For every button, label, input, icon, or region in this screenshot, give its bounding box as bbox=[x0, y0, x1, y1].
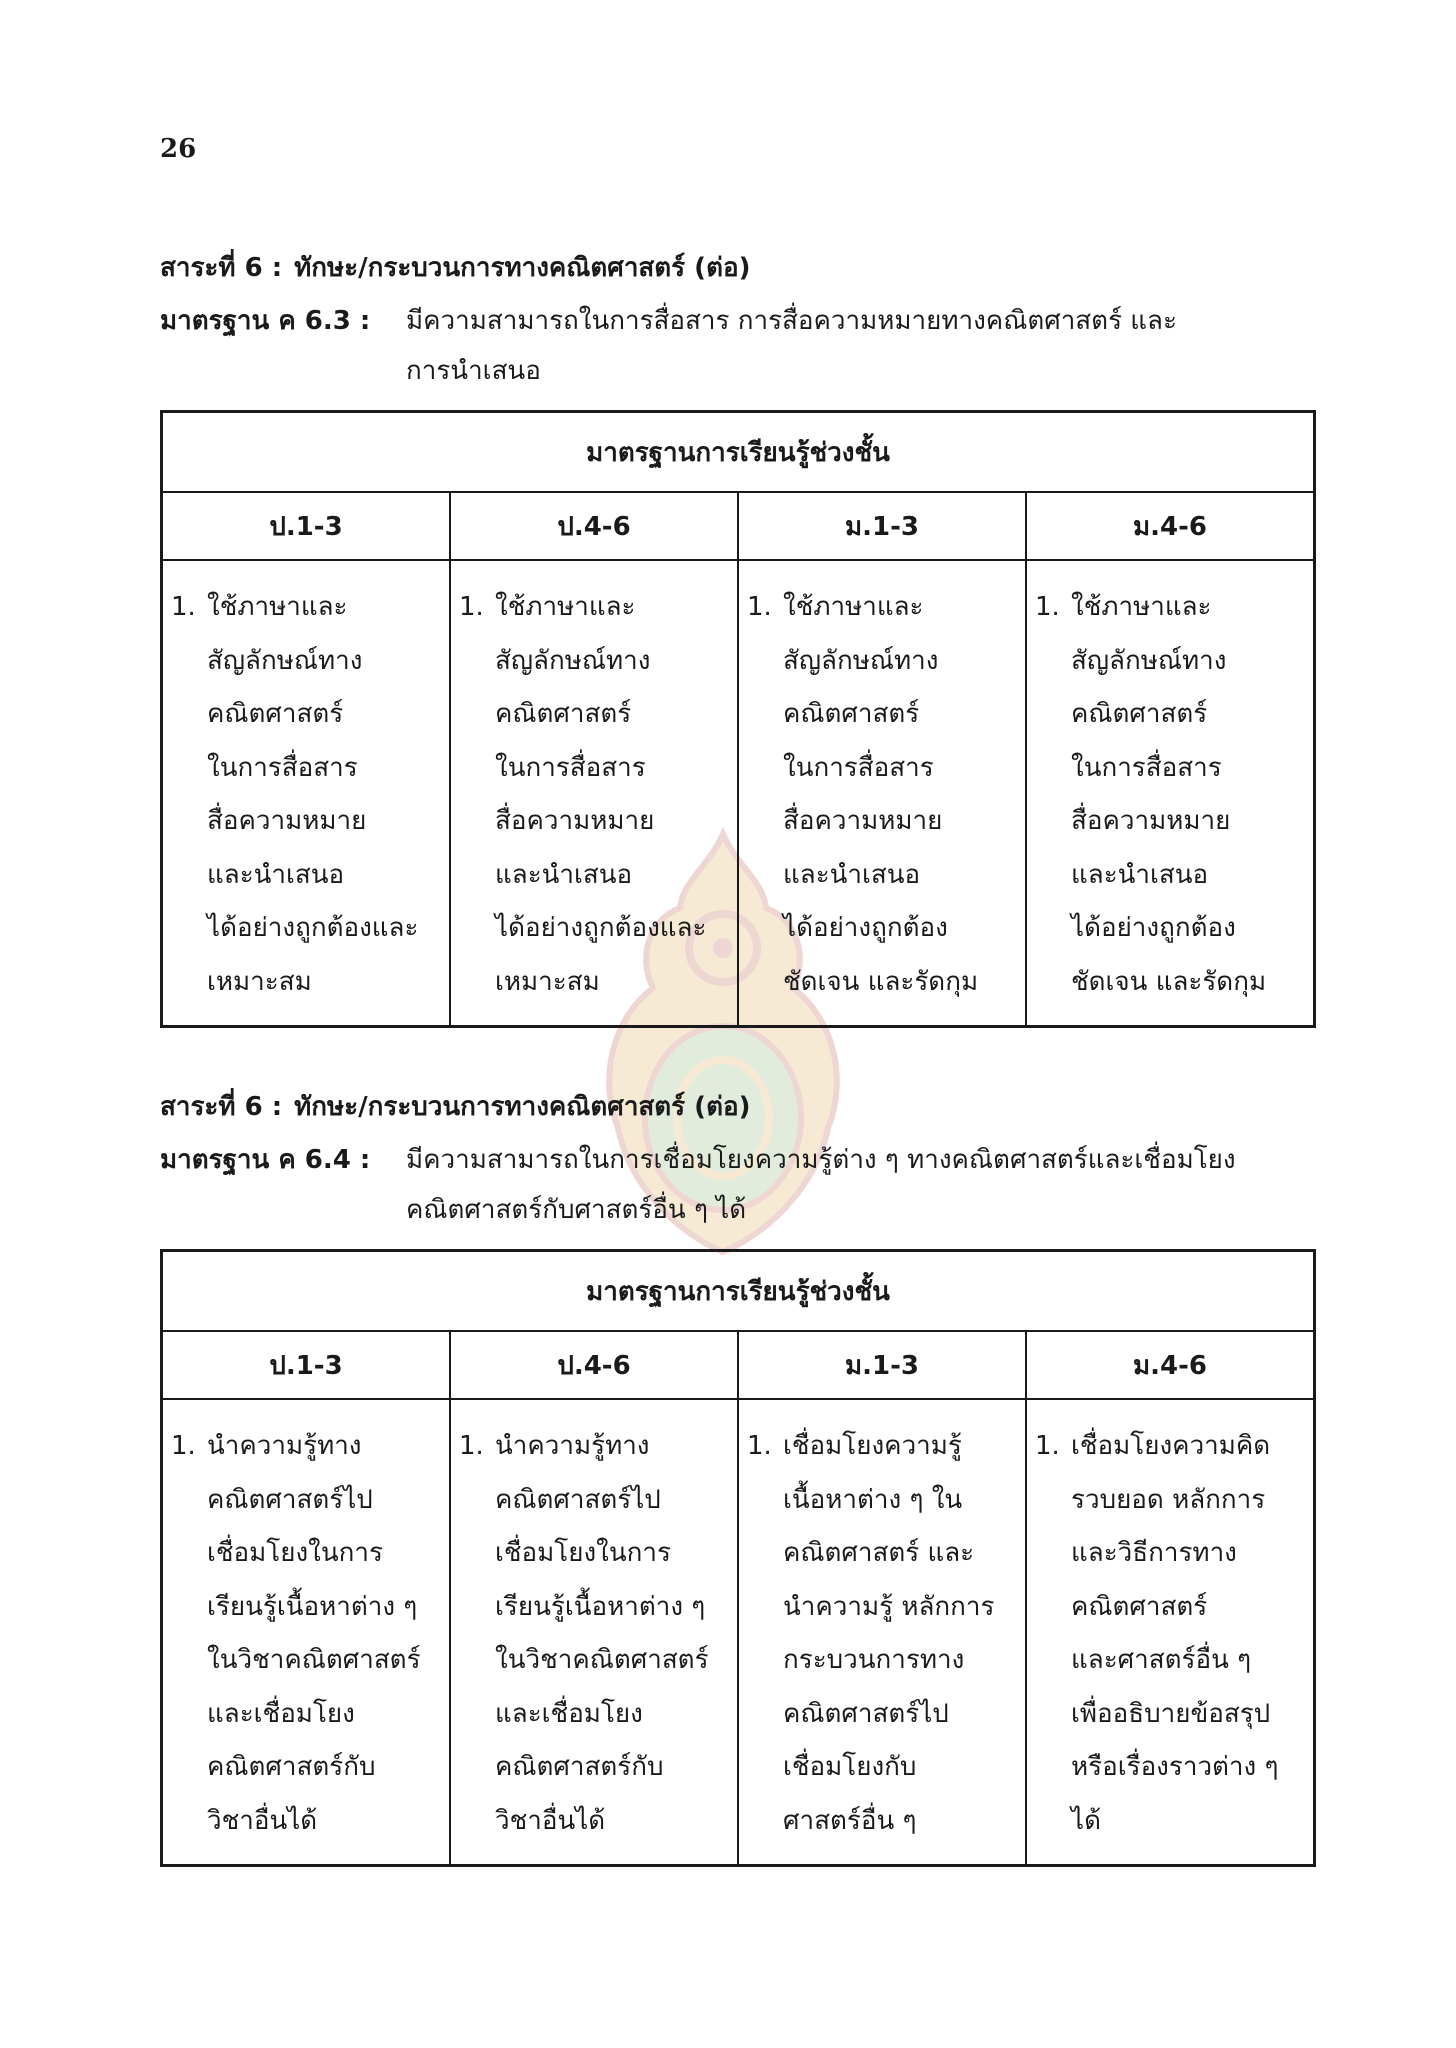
strand-heading bbox=[160, 1085, 1316, 1129]
cell-line: ได้อย่างถูกต้องและ bbox=[495, 913, 707, 943]
cell-lines bbox=[1071, 1420, 1307, 1848]
item-number: 1. bbox=[171, 592, 196, 622]
table-cell bbox=[1025, 561, 1313, 1025]
item-number: 1. bbox=[747, 1431, 772, 1461]
standard-text-line: คณิตศาสตร์กับศาสตร์อื่น ๆ ได้ bbox=[406, 1195, 747, 1225]
cell-line: ได้อย่างถูกต้อง bbox=[783, 913, 948, 943]
cell-line: รวบยอด หลักการ bbox=[1071, 1484, 1266, 1515]
cell-line: คณิตศาสตร์กับ bbox=[207, 1752, 376, 1782]
cell-line: ในการสื่อสาร bbox=[1071, 752, 1222, 783]
cell-line: เชื่อมโยงกับ bbox=[783, 1752, 917, 1782]
cell-line: คณิตศาสตร์ และ bbox=[783, 1538, 975, 1568]
cell-line: ในการสื่อสาร bbox=[207, 752, 358, 783]
cell-line: คณิตศาสตร์ bbox=[783, 699, 920, 729]
cell-lines bbox=[207, 581, 443, 1009]
cell-line: ชัดเจน และรัดกุม bbox=[1071, 966, 1267, 997]
cell-line: และนำเสนอ bbox=[1071, 859, 1209, 890]
cell-line: หรือเรื่องราวต่าง ๆ bbox=[1071, 1752, 1279, 1782]
strand-title: ทักษะ/กระบวนการทางคณิตศาสตร์ (ต่อ) bbox=[294, 253, 751, 283]
grade-header: ม.4-6 bbox=[1025, 493, 1313, 559]
cell-line: เชื่อมโยงความคิด bbox=[1071, 1431, 1271, 1461]
cell-lines bbox=[207, 1420, 443, 1848]
cell-line: นำความรู้ทาง bbox=[495, 1431, 650, 1461]
standard-statement bbox=[160, 1135, 1316, 1235]
cell-line: ในวิชาคณิตศาสตร์ bbox=[207, 1645, 421, 1675]
cell-line: เรียนรู้เนื้อหาต่าง ๆ bbox=[495, 1591, 706, 1622]
learning-standards-table bbox=[160, 1249, 1316, 1867]
cell-line: และศาสตร์อื่น ๆ bbox=[1071, 1645, 1252, 1675]
standard-section-6-3 bbox=[160, 246, 1316, 1028]
cell-line: เพื่ออธิบายข้อสรุป bbox=[1071, 1698, 1271, 1729]
cell-line: ใช้ภาษาและ bbox=[783, 592, 924, 622]
grade-header: ป.1-3 bbox=[269, 511, 343, 542]
cell-line: กระบวนการทาง bbox=[783, 1645, 965, 1675]
page-number: 26 bbox=[160, 134, 197, 164]
standard-text-line: มีความสามารถในการสื่อสาร การสื่อความหมายทางคณิตศาสตร์ และ bbox=[406, 306, 1177, 336]
grade-header-row bbox=[163, 1332, 1313, 1400]
item-number: 1. bbox=[1035, 1431, 1060, 1461]
item-number: 1. bbox=[459, 592, 484, 622]
standard-text-line: มีความสามารถในการเชื่อมโยงความรู้ต่าง ๆ ทางคณิตศาสตร์และเชื่อมโยง bbox=[406, 1145, 1236, 1175]
cell-line: สื่อความหมาย bbox=[783, 806, 943, 836]
cell-line: สัญลักษณ์ทาง bbox=[1071, 645, 1227, 676]
cell-line: เชื่อมโยงความรู้ bbox=[783, 1431, 962, 1461]
table-cell bbox=[449, 1400, 737, 1864]
cell-line: ได้อย่างถูกต้องและ bbox=[207, 913, 419, 943]
cell-line: ในการสื่อสาร bbox=[783, 752, 934, 783]
cell-line: และเชื่อมโยง bbox=[207, 1698, 355, 1729]
cell-line: ใช้ภาษาและ bbox=[207, 592, 348, 622]
cell-line: คณิตศาสตร์กับ bbox=[495, 1752, 664, 1782]
table-header: มาตรฐานการเรียนรู้ช่วงชั้น bbox=[163, 413, 1313, 493]
table-row bbox=[163, 561, 1313, 1025]
cell-line: วิชาอื่นได้ bbox=[495, 1805, 606, 1836]
cell-lines bbox=[1071, 581, 1307, 1009]
cell-lines bbox=[783, 581, 1019, 1009]
learning-standards-table bbox=[160, 410, 1316, 1028]
cell-line: ในการสื่อสาร bbox=[495, 752, 646, 783]
cell-line: คณิตศาสตร์ bbox=[495, 699, 632, 729]
standard-text-line: การนำเสนอ bbox=[406, 356, 541, 386]
grade-header: ป.4-6 bbox=[449, 1332, 737, 1398]
cell-line: ใช้ภาษาและ bbox=[1071, 592, 1212, 622]
cell-line: เนื้อหาต่าง ๆ ใน bbox=[783, 1484, 963, 1515]
table-cell bbox=[737, 1400, 1025, 1864]
standard-label: มาตรฐาน ค 6.4 : bbox=[160, 1145, 371, 1175]
table-cell bbox=[163, 1400, 449, 1864]
cell-line: สัญลักษณ์ทาง bbox=[495, 645, 651, 676]
strand-label: สาระที่ 6 : bbox=[160, 253, 283, 283]
cell-line: ใช้ภาษาและ bbox=[495, 592, 636, 622]
cell-line: เชื่อมโยงในการ bbox=[495, 1538, 671, 1568]
cell-lines bbox=[495, 1420, 731, 1848]
cell-line: สื่อความหมาย bbox=[495, 806, 655, 836]
standard-text bbox=[406, 296, 1316, 396]
cell-line: ชัดเจน และรัดกุม bbox=[783, 966, 979, 997]
cell-line: คณิตศาสตร์ bbox=[1071, 1591, 1208, 1622]
table-cell bbox=[163, 561, 449, 1025]
item-number: 1. bbox=[747, 592, 772, 622]
cell-line: เหมาะสม bbox=[207, 966, 312, 997]
cell-line: วิชาอื่นได้ bbox=[207, 1805, 318, 1836]
standard-text bbox=[406, 1135, 1316, 1235]
cell-line: เหมาะสม bbox=[495, 966, 600, 997]
cell-line: ในวิชาคณิตศาสตร์ bbox=[495, 1645, 709, 1675]
cell-line: ได้อย่างถูกต้อง bbox=[1071, 913, 1236, 943]
table-row bbox=[163, 1400, 1313, 1864]
item-number: 1. bbox=[171, 1431, 196, 1461]
strand-title: ทักษะ/กระบวนการทางคณิตศาสตร์ (ต่อ) bbox=[294, 1092, 751, 1122]
cell-line: สื่อความหมาย bbox=[207, 806, 367, 836]
cell-line: ศาสตร์อื่น ๆ bbox=[783, 1805, 917, 1836]
table-cell bbox=[737, 561, 1025, 1025]
item-number: 1. bbox=[459, 1431, 484, 1461]
grade-header: ป.1-3 bbox=[269, 1350, 343, 1381]
cell-line: สัญลักษณ์ทาง bbox=[207, 645, 363, 676]
cell-line: และวิธีการทาง bbox=[1071, 1538, 1237, 1568]
cell-line: สัญลักษณ์ทาง bbox=[783, 645, 939, 676]
cell-line: และเชื่อมโยง bbox=[495, 1698, 643, 1729]
table-cell bbox=[1025, 1400, 1313, 1864]
grade-header-row bbox=[163, 493, 1313, 561]
cell-line: และนำเสนอ bbox=[783, 859, 921, 890]
grade-header: ป.4-6 bbox=[449, 493, 737, 559]
cell-line: เชื่อมโยงในการ bbox=[207, 1538, 383, 1568]
cell-line: นำความรู้ หลักการ bbox=[783, 1591, 995, 1622]
cell-line: คณิตศาสตร์ไป bbox=[495, 1484, 661, 1515]
cell-line: สื่อความหมาย bbox=[1071, 806, 1231, 836]
grade-header: ม.4-6 bbox=[1025, 1332, 1313, 1398]
cell-line: และนำเสนอ bbox=[207, 859, 345, 890]
strand-label: สาระที่ 6 : bbox=[160, 1092, 283, 1122]
cell-lines bbox=[783, 1420, 1019, 1848]
table-header: มาตรฐานการเรียนรู้ช่วงชั้น bbox=[163, 1252, 1313, 1332]
cell-line: ได้ bbox=[1071, 1805, 1101, 1836]
cell-line: คณิตศาสตร์ bbox=[207, 699, 344, 729]
standard-section-6-4 bbox=[160, 1085, 1316, 1867]
cell-line: เรียนรู้เนื้อหาต่าง ๆ bbox=[207, 1591, 418, 1622]
standard-statement bbox=[160, 296, 1316, 396]
cell-line: นำความรู้ทาง bbox=[207, 1431, 362, 1461]
standard-label: มาตรฐาน ค 6.3 : bbox=[160, 306, 371, 336]
cell-line: และนำเสนอ bbox=[495, 859, 633, 890]
cell-line: คณิตศาสตร์ bbox=[1071, 699, 1208, 729]
grade-header: ม.1-3 bbox=[737, 493, 1025, 559]
cell-line: คณิตศาสตร์ไป bbox=[783, 1698, 949, 1729]
grade-header: ม.1-3 bbox=[737, 1332, 1025, 1398]
cell-line: คณิตศาสตร์ไป bbox=[207, 1484, 373, 1515]
strand-heading bbox=[160, 246, 1316, 290]
item-number: 1. bbox=[1035, 592, 1060, 622]
table-cell bbox=[449, 561, 737, 1025]
cell-lines bbox=[495, 581, 731, 1009]
